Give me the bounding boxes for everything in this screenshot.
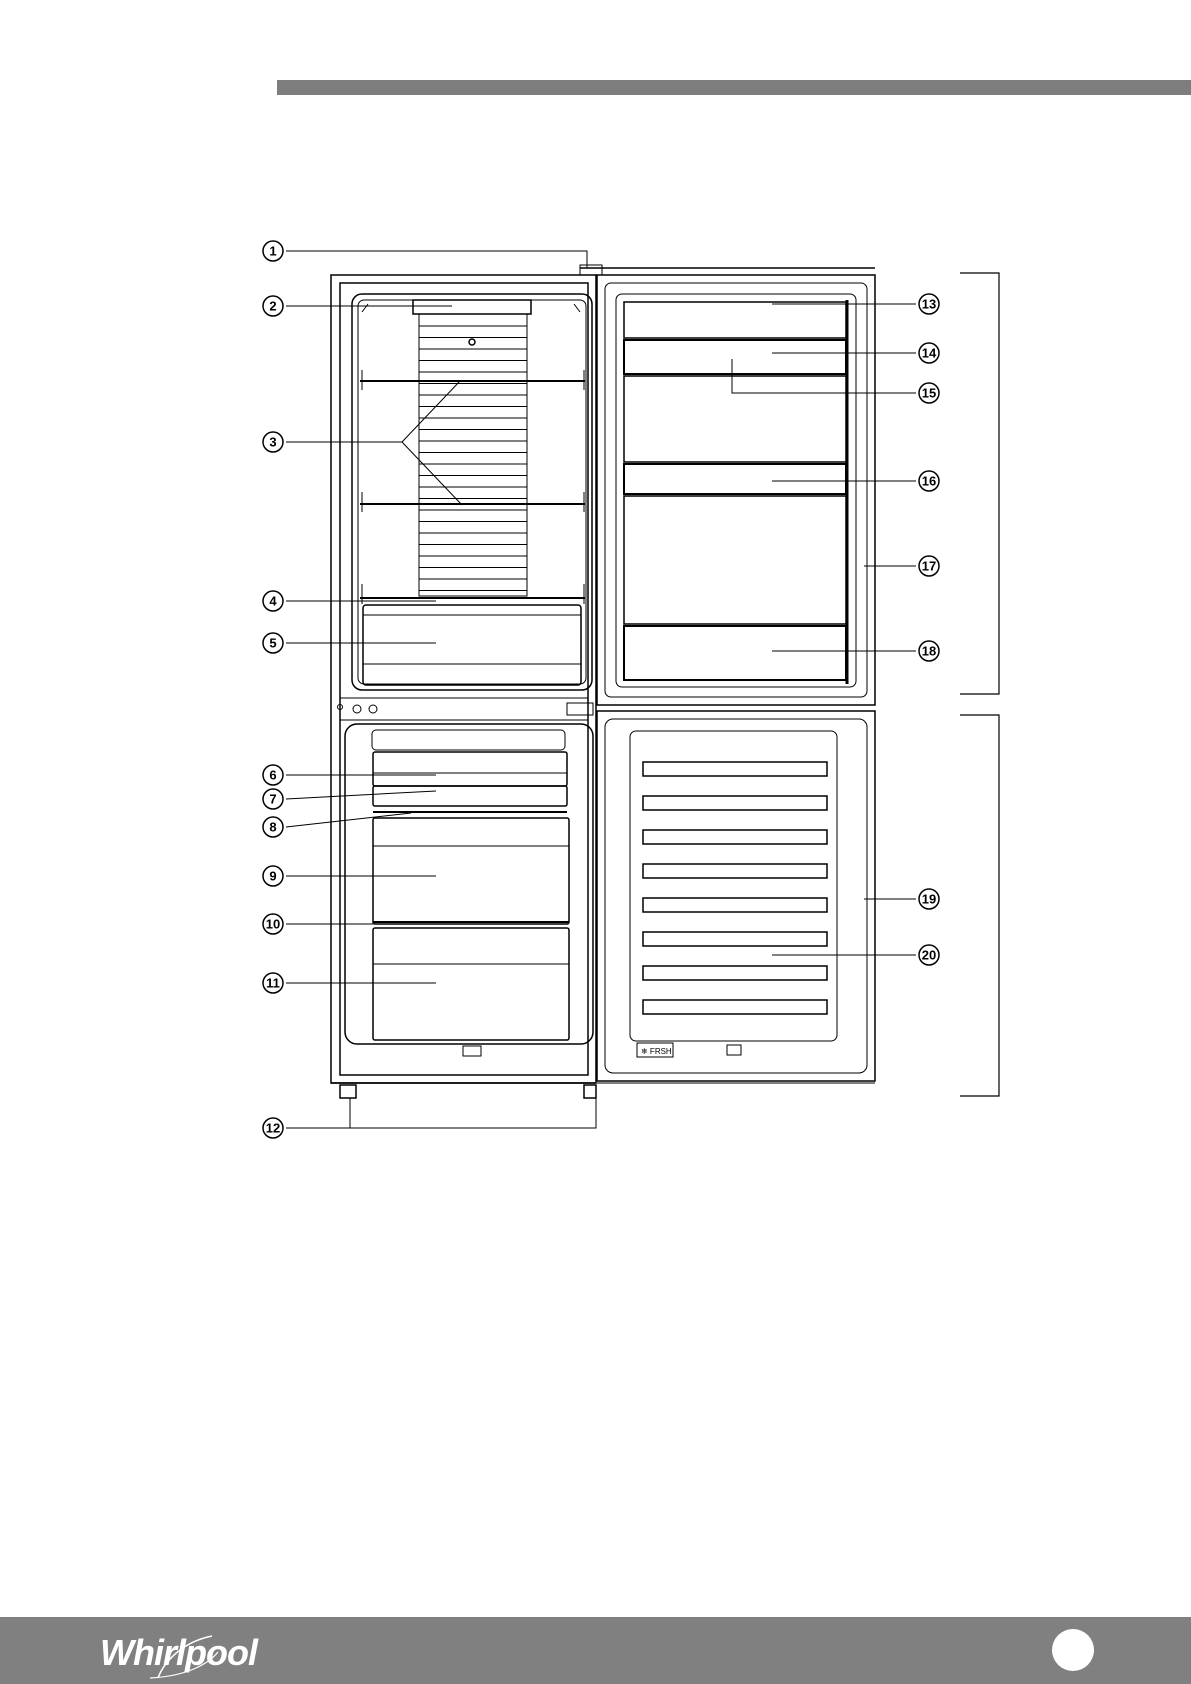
freezer-door-slot bbox=[643, 966, 827, 980]
cabinet-outline bbox=[331, 275, 596, 1083]
callout-number: 11 bbox=[266, 975, 280, 991]
callout-number: 19 bbox=[921, 891, 937, 907]
callout-number: 3 bbox=[269, 434, 277, 450]
freezer-door-slot bbox=[643, 796, 827, 810]
door-shelf bbox=[624, 626, 846, 680]
freezer-drawer bbox=[373, 818, 569, 924]
callout-number: 8 bbox=[269, 819, 277, 835]
callouts-left bbox=[263, 241, 283, 1138]
freezer-door-slot bbox=[643, 762, 827, 776]
bracket-freezer bbox=[960, 715, 999, 1096]
callout-number: 16 bbox=[921, 473, 937, 489]
hinge-middle bbox=[567, 703, 593, 715]
freezer-compartment bbox=[345, 724, 593, 1044]
callout-number: 15 bbox=[921, 385, 937, 401]
callout-number: 20 bbox=[921, 947, 937, 963]
freezer-door-slot bbox=[643, 830, 827, 844]
callout-number: 7 bbox=[269, 791, 277, 807]
light-housing bbox=[413, 300, 531, 314]
freezer-door-slot bbox=[643, 898, 827, 912]
callout-number: 13 bbox=[921, 296, 937, 312]
callout-number: 12 bbox=[265, 1120, 281, 1136]
door-shelf bbox=[624, 340, 846, 374]
fridge-compartment bbox=[352, 294, 592, 690]
door-shelf bbox=[624, 376, 846, 462]
bracket-fridge bbox=[960, 273, 999, 694]
callout-number: 14 bbox=[921, 345, 937, 361]
door-shelf bbox=[624, 496, 846, 624]
freezer-door-slot bbox=[643, 864, 827, 878]
freezer-door-liner bbox=[630, 731, 837, 1041]
logo-swoosh-icon bbox=[100, 1632, 270, 1680]
callout-number: 4 bbox=[269, 593, 277, 609]
callout-number: 5 bbox=[269, 635, 277, 651]
adjustable-foot bbox=[340, 1085, 356, 1098]
door-shelf bbox=[624, 464, 846, 494]
callout-number: 1 bbox=[269, 243, 277, 259]
cabinet-inner bbox=[340, 283, 588, 1075]
logo-text: Whirlpool bbox=[100, 1632, 257, 1673]
rear-wall-ribs bbox=[419, 314, 527, 596]
page-number-badge bbox=[1052, 1629, 1094, 1671]
whirlpool-logo bbox=[100, 1632, 270, 1680]
callout-number: 17 bbox=[921, 558, 937, 574]
callout-number: 10 bbox=[265, 916, 281, 932]
adjustable-foot bbox=[584, 1085, 596, 1098]
ice-tray-support bbox=[373, 786, 567, 806]
callout-number: 18 bbox=[921, 643, 937, 659]
callouts-right bbox=[919, 294, 939, 965]
callout-number: 2 bbox=[269, 298, 277, 314]
freezer-drawer bbox=[373, 928, 569, 1040]
ice-tray bbox=[373, 752, 567, 786]
callout-number: 6 bbox=[269, 767, 277, 783]
freezer-door-slot bbox=[643, 932, 827, 946]
crisper-drawer bbox=[363, 605, 581, 685]
door-badge-text: ❄ FRSH bbox=[641, 1047, 672, 1056]
callout-number: 9 bbox=[269, 868, 277, 884]
freezer-door bbox=[597, 711, 875, 1081]
freezer-door-slot bbox=[643, 1000, 827, 1014]
door-shelf bbox=[624, 302, 846, 338]
